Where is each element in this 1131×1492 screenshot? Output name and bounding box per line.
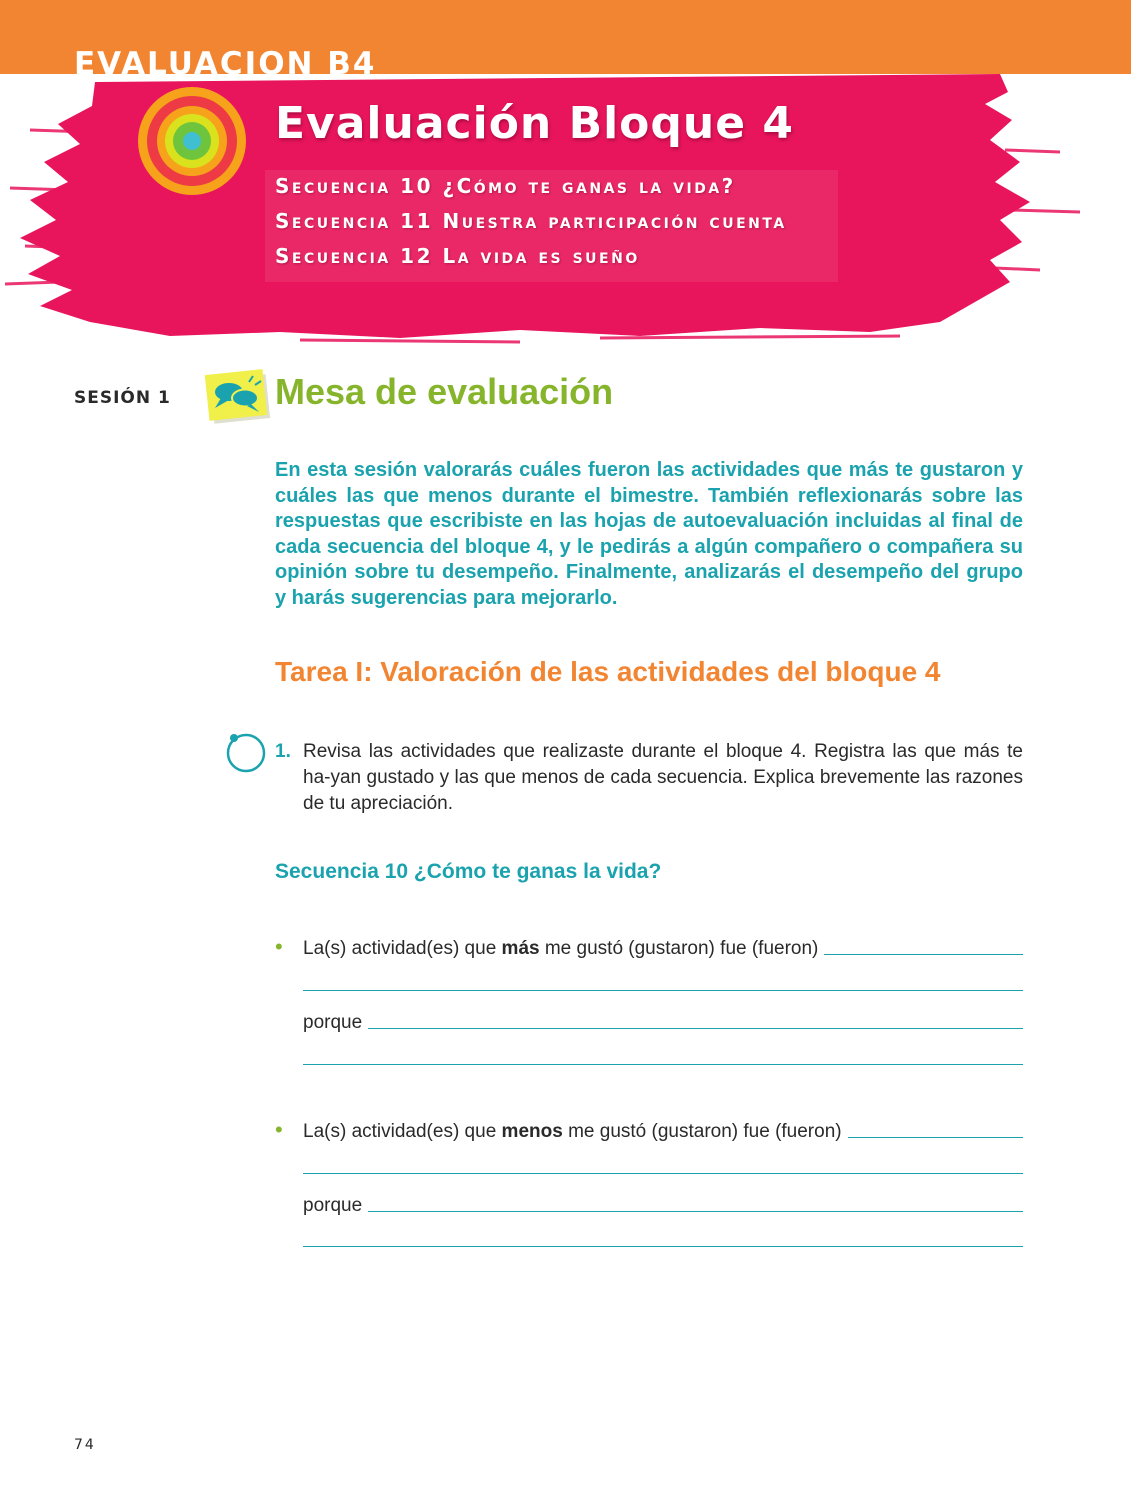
question-emphasis: menos	[501, 1121, 563, 1142]
target-circles-icon	[137, 86, 247, 196]
task-title: Tarea I: Valoración de las actividades del bloque 4	[275, 656, 941, 687]
question-line-most	[303, 930, 1023, 960]
instruction-text: Revisa las actividades que realizaste durante el bloque 4. Registra las que más te ha-yan gustado y las que menos de cada secuencia. Explica brevemente las razones de tu apreciación.	[303, 741, 1023, 814]
circle-marker-icon	[222, 729, 266, 773]
answer-line[interactable]	[368, 1211, 1023, 1212]
session-label: SESIÓN 1	[74, 388, 171, 408]
because-line	[303, 1004, 1023, 1034]
sequence-list	[275, 170, 787, 275]
question-line-least	[303, 1113, 1023, 1143]
section-title: Mesa de evaluación	[275, 371, 614, 412]
answer-line[interactable]	[303, 1246, 1023, 1247]
answer-line[interactable]	[368, 1028, 1023, 1029]
answer-line[interactable]	[303, 990, 1023, 991]
running-head: EVALUACION B4	[74, 46, 377, 82]
answer-line[interactable]	[303, 1173, 1023, 1174]
bullet-icon: •	[275, 934, 283, 959]
sequence-heading: Secuencia 10 ¿Cómo te ganas la vida?	[275, 860, 662, 883]
answer-line[interactable]	[303, 1064, 1023, 1065]
question-prefix: La(s) actividad(es) que	[303, 1121, 502, 1142]
sequence-item: Secuencia 12 La vida es sueño	[275, 244, 640, 268]
question-suffix: me gustó (gustaron) fue (fueron)	[539, 938, 819, 959]
speech-bubbles-icon	[203, 368, 271, 424]
sequence-item: Secuencia 10 ¿Cómo te ganas la vida?	[275, 174, 736, 198]
question-prefix: La(s) actividad(es) que	[303, 938, 502, 959]
question-emphasis: más	[501, 938, 540, 959]
because-line	[303, 1187, 1023, 1217]
question-suffix: me gustó (gustaron) fue (fueron)	[562, 1121, 842, 1142]
because-label: porque	[303, 1195, 363, 1216]
sequence-item: Secuencia 11 Nuestra participación cuenta	[275, 209, 787, 233]
page-number: 74	[74, 1437, 96, 1453]
answer-line[interactable]	[848, 1137, 1023, 1138]
intro-paragraph: En esta sesión valorarás cuáles fueron las actividades que más te gustaron y cuáles las que menos durante el bimestre. También reflexionarás sobre las respuestas que escribiste en las hojas de autoevaluación incluidas al final de cada secuencia del bloque 4, y le pedirás a algún compañero o compañera su opinión sobre tu desempeño. Finalmente, analizarás el desempeño del grupo y harás sugerencias para mejorarlo.	[275, 459, 1023, 609]
answer-line[interactable]	[824, 954, 1023, 955]
banner-title: Evaluación Bloque 4	[275, 98, 795, 149]
bullet-icon: •	[275, 1117, 283, 1142]
because-label: porque	[303, 1012, 363, 1033]
instruction-number: 1.	[275, 741, 291, 762]
